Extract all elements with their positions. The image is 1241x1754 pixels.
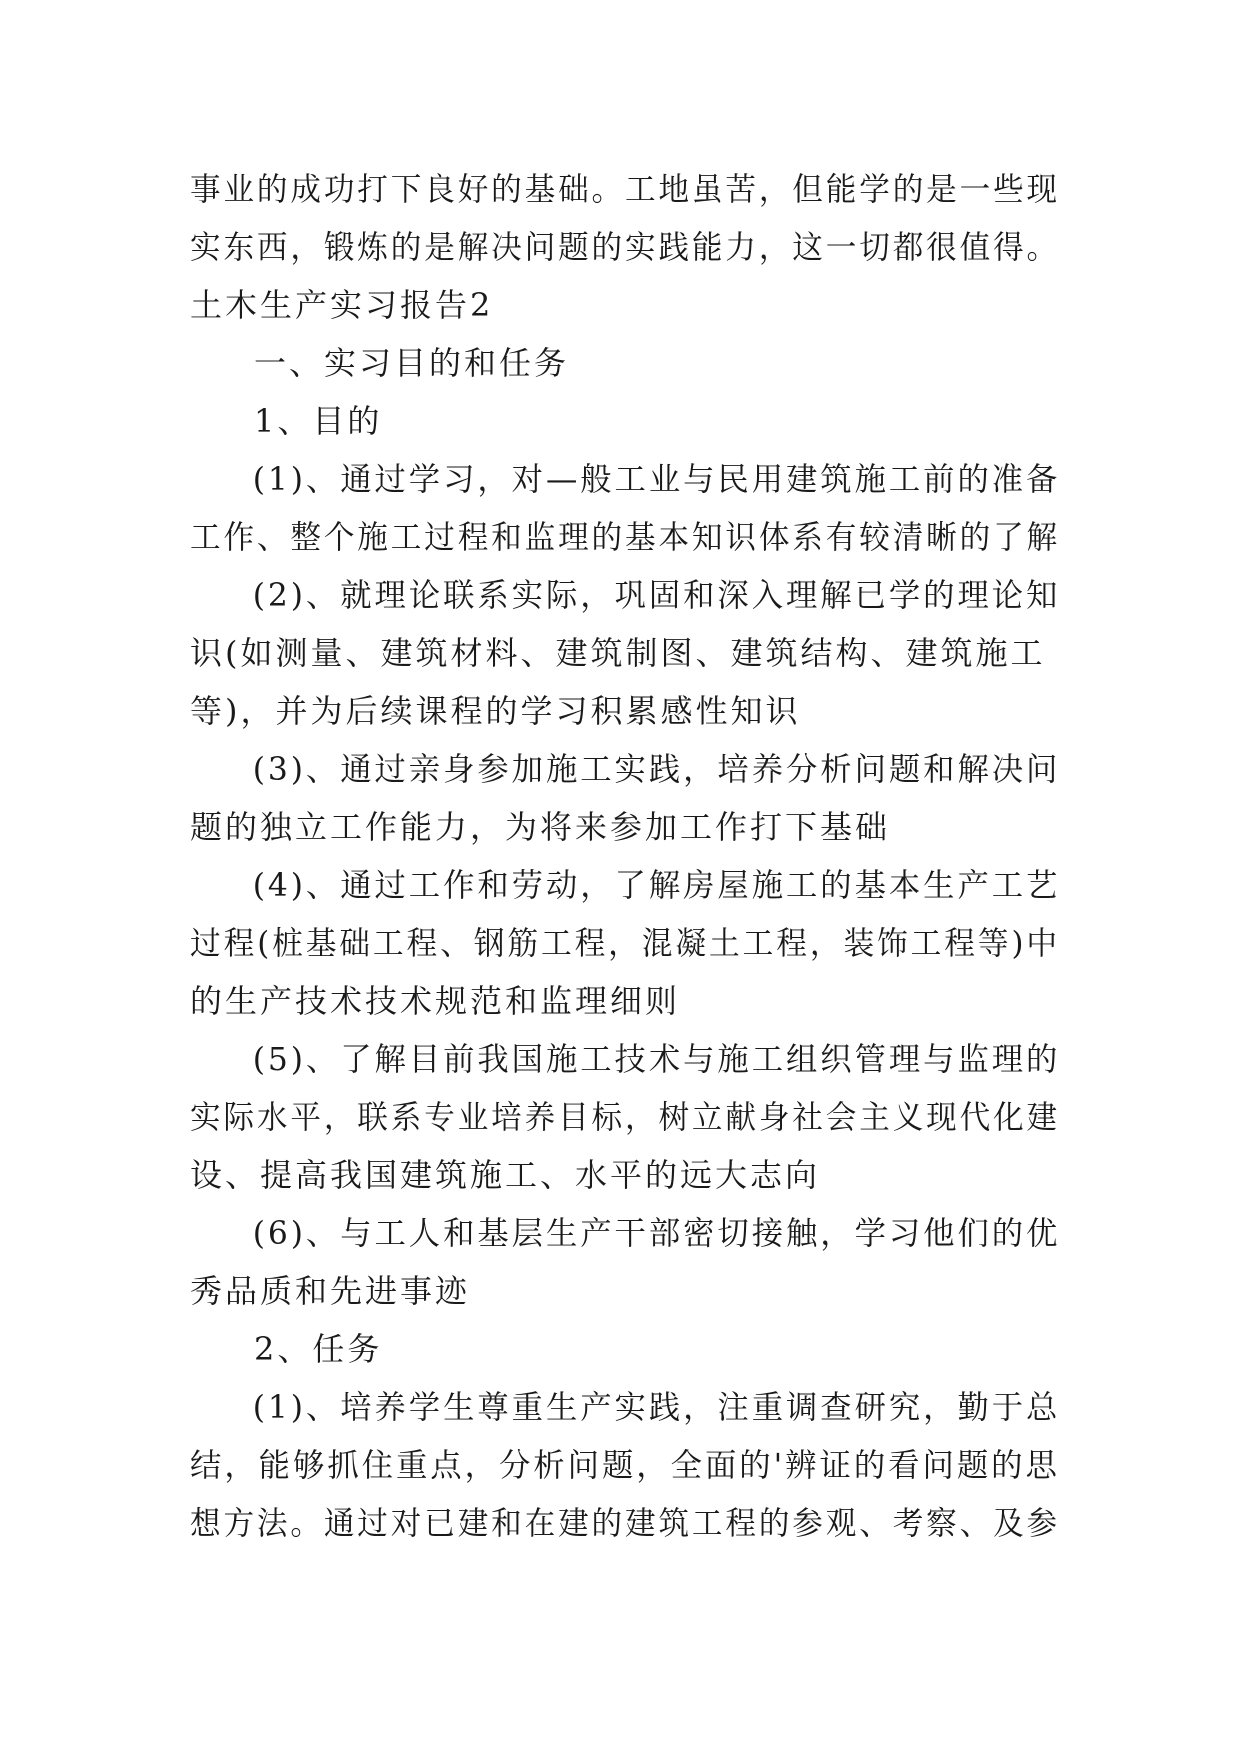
text-line: (1)、通过学习，对—般工业与民用建筑施工前的准备 xyxy=(252,460,1061,498)
text-line: 想方法。通过对已建和在建的建筑工程的参观、考察、及参 xyxy=(190,1504,1061,1542)
text-line: 等)，并为后续课程的学习积累感性知识 xyxy=(190,692,801,730)
text-line: 的生产技术技术规范和监理细则 xyxy=(190,982,681,1020)
text-line: 土木生产实习报告2 xyxy=(190,286,494,324)
text-line: 识(如测量、建筑材料、建筑制图、建筑结构、建筑施工 xyxy=(190,634,1046,672)
text-line: 事业的成功打下良好的基础。工地虽苦，但能学的是一些现 xyxy=(190,170,1061,208)
text-line: 实际水平，联系专业培养目标，树立献身社会主义现代化建 xyxy=(190,1098,1061,1136)
text-line: (2)、就理论联系实际，巩固和深入理解已学的理论知 xyxy=(252,576,1061,614)
text-line: 一、实习目的和任务 xyxy=(254,344,570,382)
text-line: 秀品质和先进事迹 xyxy=(190,1272,471,1310)
text-line: (4)、通过工作和劳动，了解房屋施工的基本生产工艺 xyxy=(252,866,1061,904)
text-line: 题的独立工作能力，为将来参加工作打下基础 xyxy=(190,808,891,846)
text-line: 1、目的 xyxy=(254,402,383,440)
text-line: 设、提高我国建筑施工、水平的远大志向 xyxy=(190,1156,821,1194)
document-body xyxy=(190,160,1060,1552)
text-line: 过程(桩基础工程、钢筋工程，混凝土工程，装饰工程等)中 xyxy=(190,924,1060,962)
text-line: 2、任务 xyxy=(254,1330,383,1368)
text-line: 实东西，锻炼的是解决问题的实践能力，这一切都很值得。 xyxy=(190,228,1061,266)
text-line: (1)、培养学生尊重生产实践，注重调查研究，勤于总 xyxy=(252,1388,1061,1426)
text-line: (3)、通过亲身参加施工实践，培养分析问题和解决问 xyxy=(252,750,1061,788)
text-line: (6)、与工人和基层生产干部密切接触，学习他们的优 xyxy=(252,1214,1061,1252)
text-line: 结，能够抓住重点，分析问题，全面的'辨证的看问题的思 xyxy=(190,1446,1060,1484)
text-line: (5)、了解目前我国施工技术与施工组织管理与监理的 xyxy=(252,1040,1061,1078)
text-line: 工作、整个施工过程和监理的基本知识体系有较清晰的了解 xyxy=(190,518,1061,556)
